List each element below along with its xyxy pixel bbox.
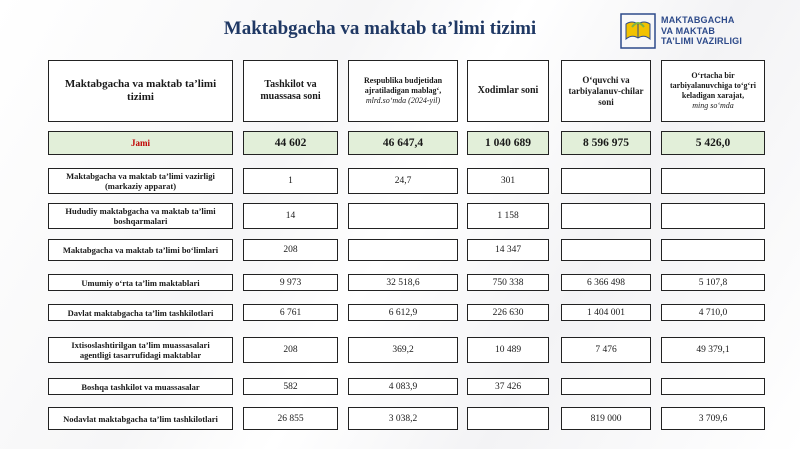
logo-line-3: TA’LIMI VAZIRLIGI (661, 36, 743, 47)
row-employees-cell (467, 239, 549, 261)
header-budget (348, 60, 458, 122)
row-label-text: Davlat maktabgacha ta’lim tashkilotlari (67, 307, 214, 318)
total-avg-cost-text: 5 426,0 (695, 137, 731, 149)
ministry-logo (620, 10, 785, 52)
row-label-text: Boshqa tashkilot va muassasalar (81, 381, 200, 392)
row-organizations-cell (243, 203, 338, 229)
row-employees-cell (467, 378, 549, 395)
header-system-label: Maktabgacha va maktab ta’limi tizimi (64, 78, 217, 103)
row-avg-cost-cell (661, 168, 765, 194)
row-budget-cell-text: 3 038,2 (388, 413, 418, 424)
row-budget-cell (348, 274, 458, 291)
row-label (48, 407, 233, 430)
logo-line-2: VA MAKTAB (661, 25, 716, 36)
row-label (48, 274, 233, 291)
row-label (48, 203, 233, 229)
total-students (561, 131, 651, 155)
total-organizations (243, 131, 338, 155)
row-label-text: Nodavlat maktabgacha ta’lim tashkilotlari (63, 413, 218, 424)
row-budget-cell-text: 32 518,6 (386, 277, 420, 288)
row-students-cell-text: 7 476 (595, 345, 617, 355)
header-avg-cost-note: ming so‘mda (692, 101, 734, 110)
row-label (48, 304, 233, 321)
row-label-text: Hududiy maktabgacha va maktab ta’limi boshqarmalari (65, 206, 216, 226)
header-students (561, 60, 651, 122)
row-employees-cell (467, 168, 549, 194)
row-budget-cell (348, 304, 458, 321)
total-employees-text: 1 040 689 (485, 137, 531, 149)
row-employees-cell (467, 203, 549, 229)
page-title: Maktabgacha va maktab ta’limi tizimi (223, 18, 537, 39)
row-students-cell (561, 168, 651, 194)
row-label-text: Maktabgacha va maktab ta’limi bo‘limlari (62, 245, 219, 255)
row-organizations-cell (243, 378, 338, 395)
row-employees-cell-text: 750 338 (492, 277, 524, 288)
row-students-cell-text: 819 000 (590, 413, 622, 424)
row-organizations-cell-text: 9 973 (279, 277, 302, 288)
row-budget-cell (348, 203, 458, 229)
row-label-text: Maktabgacha va maktab ta’limi vazirligi (markaziy apparat) (66, 171, 215, 191)
row-avg-cost-cell (661, 337, 765, 363)
row-budget-cell-text: 24,7 (394, 176, 412, 186)
row-students-cell (561, 203, 651, 229)
row-avg-cost-cell (661, 239, 765, 261)
total-budget-text: 46 647,4 (382, 137, 424, 149)
row-label (48, 337, 233, 363)
row-employees-cell-text: 301 (500, 176, 516, 186)
header-organizations (243, 60, 338, 122)
header-budget-label: Respublika budjetidan ajratiladigan mablag‘, (363, 76, 443, 95)
row-students-cell (561, 407, 651, 430)
row-organizations-cell (243, 168, 338, 194)
row-students-cell (561, 239, 651, 261)
row-employees-cell-text: 10 489 (494, 345, 522, 355)
row-students-cell (561, 378, 651, 395)
row-employees-cell (467, 274, 549, 291)
row-avg-cost-cell-text: 4 710,0 (698, 307, 728, 318)
row-employees-cell-text: 1 158 (497, 211, 519, 221)
row-budget-cell-text: 369,2 (392, 345, 414, 355)
row-employees-cell-text: 37 426 (494, 381, 522, 392)
row-students-cell (561, 337, 651, 363)
row-employees-cell-text: 226 630 (492, 307, 524, 318)
total-organizations-text: 44 602 (274, 137, 307, 149)
row-label (48, 168, 233, 194)
header-system (48, 60, 233, 122)
book-leaf-icon (620, 13, 656, 49)
row-budget-cell-text: 4 083,9 (388, 381, 418, 392)
row-avg-cost-cell (661, 203, 765, 229)
row-organizations-cell-text: 582 (283, 381, 298, 392)
row-budget-cell (348, 337, 458, 363)
total-label-cell-text: Jami (131, 138, 150, 148)
header-avg-cost (661, 60, 765, 122)
row-avg-cost-cell-text: 49 379,1 (696, 345, 730, 355)
row-organizations-cell-text: 26 855 (277, 413, 304, 424)
row-organizations-cell (243, 407, 338, 430)
row-organizations-cell (243, 239, 338, 261)
row-avg-cost-cell (661, 378, 765, 395)
total-employees (467, 131, 549, 155)
row-employees-cell (467, 337, 549, 363)
row-budget-cell-text: 6 612,9 (388, 307, 418, 318)
logo-line-1: MAKTABGACHA (661, 15, 735, 26)
row-employees-cell-text: 14 347 (494, 245, 522, 255)
row-budget-cell (348, 239, 458, 261)
row-label (48, 378, 233, 395)
row-avg-cost-cell (661, 407, 765, 430)
total-avg-cost (661, 131, 765, 155)
row-avg-cost-cell-text: 5 107,8 (698, 277, 728, 288)
row-organizations-cell-text: 6 761 (279, 307, 302, 318)
row-organizations-cell (243, 304, 338, 321)
row-avg-cost-cell (661, 274, 765, 291)
row-organizations-cell (243, 337, 338, 363)
row-label-text: Ixtisoslashtirilgan ta’lim muassasalari agentligi tasarrufidagi maktablar (71, 340, 210, 360)
row-avg-cost-cell-text: 3 709,6 (698, 413, 728, 424)
row-students-cell-text: 1 404 001 (587, 307, 625, 318)
row-organizations-cell-text: 1 (288, 176, 293, 186)
row-label-text: Umumiy o‘rta ta’lim maktablari (81, 277, 200, 288)
row-students-cell (561, 304, 651, 321)
row-employees-cell (467, 304, 549, 321)
header-students-label: O‘quvchi va tarbiyalanuv-chilar soni (568, 74, 644, 107)
row-organizations-cell-text: 14 (285, 211, 296, 221)
header-avg-cost-label: O‘rtacha bir tarbiyalanuvchiga to‘g‘ri keladigan xarajat, (670, 71, 756, 100)
header-organizations-label: Tashkilot va muassasa soni (260, 79, 321, 102)
row-organizations-cell-text: 208 (283, 345, 298, 355)
row-avg-cost-cell (661, 304, 765, 321)
header-budget-note: mlrd.so‘mda (2024-yil) (365, 96, 441, 105)
header-employees-label: Xodimlar soni (477, 85, 539, 96)
row-students-cell (561, 274, 651, 291)
row-budget-cell (348, 168, 458, 194)
header-employees (467, 60, 549, 122)
row-label (48, 239, 233, 261)
row-organizations-cell (243, 274, 338, 291)
row-employees-cell (467, 407, 549, 430)
row-budget-cell (348, 407, 458, 430)
row-budget-cell (348, 378, 458, 395)
row-students-cell-text: 6 366 498 (587, 277, 625, 288)
total-students-text: 8 596 975 (583, 137, 629, 149)
total-label-cell (48, 131, 233, 155)
row-organizations-cell-text: 208 (283, 245, 298, 255)
total-budget (348, 131, 458, 155)
